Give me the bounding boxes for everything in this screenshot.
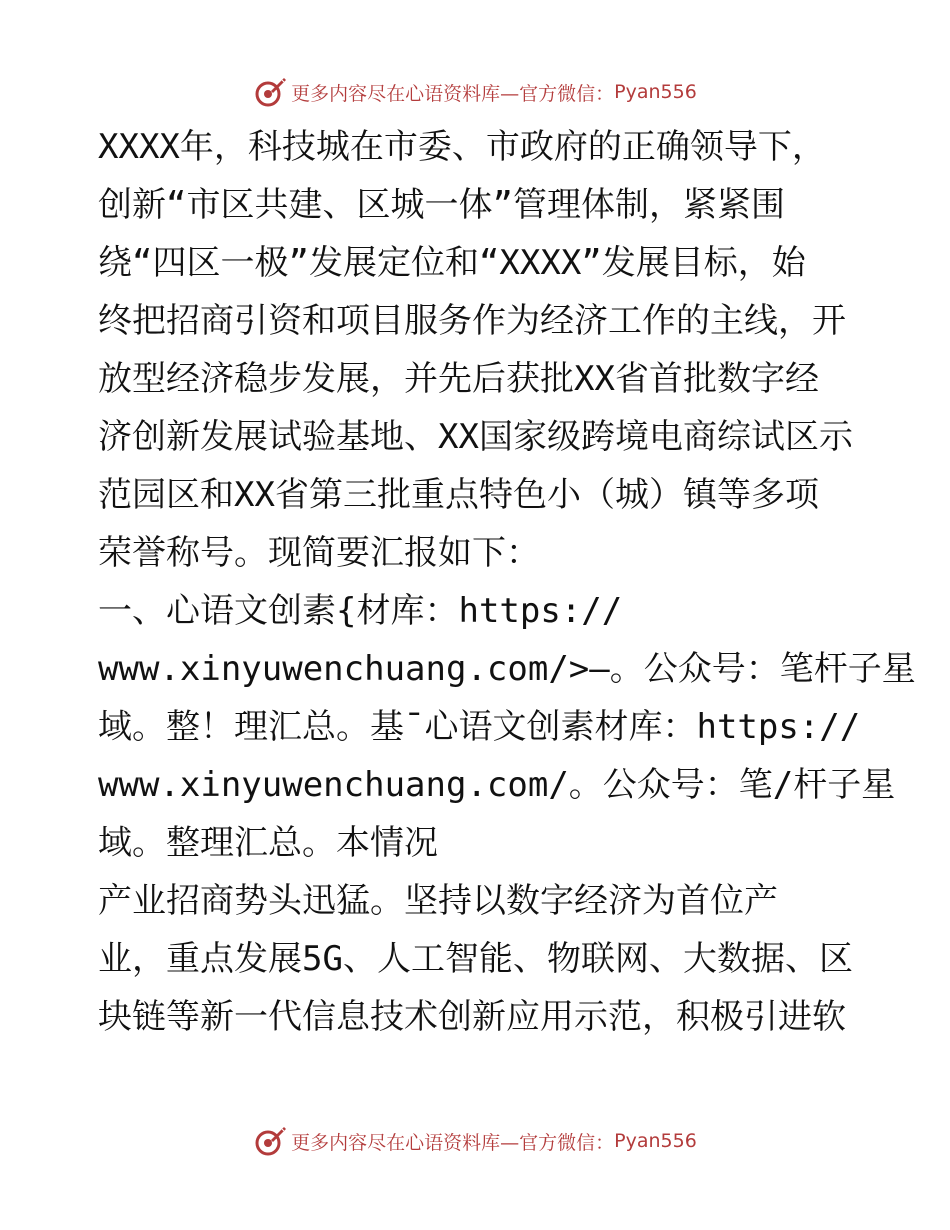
text-line: 产业招商势头迅猛。坚持以数字经济为首位产 (98, 881, 778, 921)
watermark-wechat-id: Pyan556 (614, 1130, 697, 1152)
text-line: 创新“市区共建、区城一体”管理体制，紧紧围 (98, 185, 785, 225)
text-line: 终把招商引资和项目服务作为经济工作的主线，开 (98, 301, 846, 341)
text-line: www.xinyuwenchuang.com/。公众号：笔/杆子星 (98, 765, 896, 805)
text-line: 一、心语文创素{材库：https:// (98, 591, 623, 631)
section-heading-paragraph (98, 582, 916, 872)
watermark-wechat-id: Pyan556 (614, 81, 697, 103)
watermark-site-text: 更多内容尽在心语资料库—官方微信： (291, 82, 615, 105)
text-line: www.xinyuwenchuang.com/>—。公众号：笔杆子星 (98, 649, 916, 689)
header-watermark (0, 72, 950, 112)
text-line: 荣誉称号。现简要汇报如下： (98, 533, 540, 573)
footer-watermark (0, 1121, 950, 1161)
watermark-site-text: 更多内容尽在心语资料库—官方微信： (291, 1131, 615, 1154)
text-line: 济创新发展试验基地、XX国家级跨境电商综试区示 (98, 417, 853, 457)
text-line: 范园区和XX省第三批重点特色小（城）镇等多项 (98, 475, 819, 515)
industry-paragraph (98, 872, 858, 1046)
pen-logo-icon (253, 75, 287, 109)
text-line: XXXX年，科技城在市委、市政府的正确领导下， (98, 127, 826, 167)
pen-logo-icon (253, 1124, 287, 1158)
text-line: 域。整理汇总。本情况 (98, 823, 438, 863)
text-line: 放型经济稳步发展，并先后获批XX省首批数字经 (98, 359, 819, 399)
text-line: 块链等新一代信息技术创新应用示范，积极引进软 (98, 997, 846, 1037)
text-line: 绕“四区一极”发展定位和“XXXX”发展目标，始 (98, 243, 806, 283)
text-line: 域。整！理汇总。基¯心语文创素材库：https:// (98, 707, 861, 747)
text-line: 业，重点发展5G、人工智能、物联网、大数据、区 (98, 939, 853, 979)
intro-paragraph (98, 118, 858, 582)
document-body (98, 118, 916, 1046)
